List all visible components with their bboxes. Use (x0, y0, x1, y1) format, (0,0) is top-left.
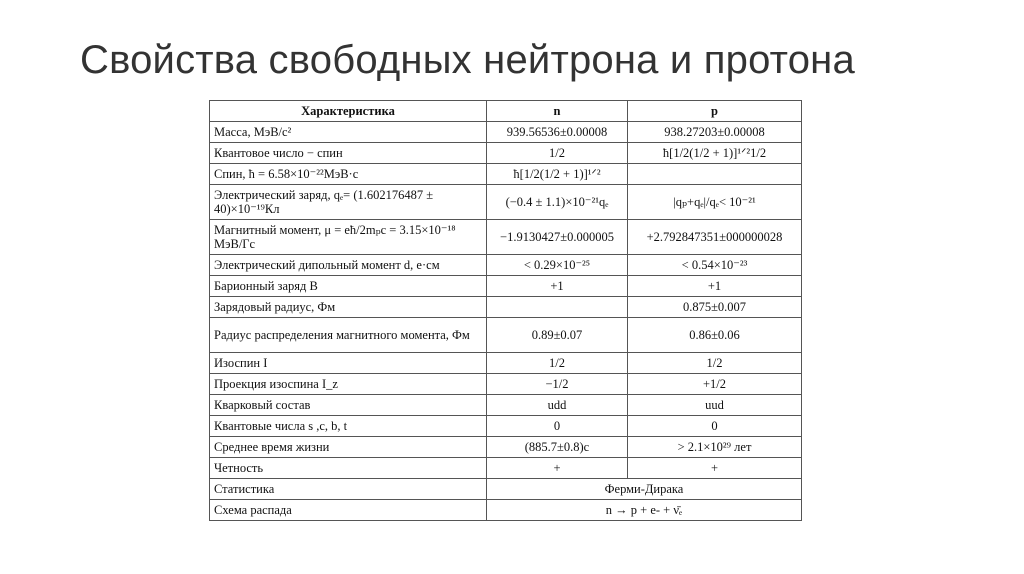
neutron-value (487, 297, 628, 318)
table-row (210, 143, 802, 164)
row-label: Зарядовый радиус, Фм (210, 297, 487, 318)
row-label: Барионный заряд B (210, 276, 487, 297)
shared-value: n → p + e- + ν̄ₑ (487, 500, 802, 521)
proton-value: +1/2 (628, 374, 802, 395)
table-row (210, 220, 802, 255)
proton-value: 0 (628, 416, 802, 437)
row-label: Проекция изоспина I_z (210, 374, 487, 395)
row-label: Квантовые числа s ,c, b, t (210, 416, 487, 437)
proton-value: 938.27203±0.00008 (628, 122, 802, 143)
row-label: Среднее время жизни (210, 437, 487, 458)
row-label: Магнитный момент, μ = eħ/2mₚc = 3.15×10⁻¹⁸ МэВ/Гс (210, 220, 487, 255)
header-proton: p (628, 101, 802, 122)
proton-value: 0.86±0.06 (628, 318, 802, 353)
table-row (210, 297, 802, 318)
proton-value: > 2.1×10²⁹ лет (628, 437, 802, 458)
shared-value: Ферми-Дирака (487, 479, 802, 500)
neutron-value: −1/2 (487, 374, 628, 395)
neutron-value: 1/2 (487, 353, 628, 374)
table-row (210, 185, 802, 220)
table-row (210, 500, 802, 521)
table-row (210, 416, 802, 437)
row-label: Радиус распределения магнитного момента, Фм (210, 318, 487, 353)
proton-value: 1/2 (628, 353, 802, 374)
proton-value: ħ[1/2(1/2 + 1)]¹ᐟ²1/2 (628, 143, 802, 164)
proton-value: < 0.54×10⁻²³ (628, 255, 802, 276)
table-row (210, 374, 802, 395)
table-row (210, 458, 802, 479)
row-label: Спин, ħ = 6.58×10⁻²²МэВ·с (210, 164, 487, 185)
proton-value: |qₚ+qₑ|/qₑ< 10⁻²¹ (628, 185, 802, 220)
proton-value: + (628, 458, 802, 479)
proton-value: uud (628, 395, 802, 416)
neutron-value: < 0.29×10⁻²⁵ (487, 255, 628, 276)
proton-value: +2.792847351±000000028 (628, 220, 802, 255)
neutron-value: (885.7±0.8)с (487, 437, 628, 458)
neutron-value: 939.56536±0.00008 (487, 122, 628, 143)
row-label: Четность (210, 458, 487, 479)
row-label: Электрический дипольный момент d, е·см (210, 255, 487, 276)
neutron-value: −1.9130427±0.000005 (487, 220, 628, 255)
table-row (210, 353, 802, 374)
neutron-value: ħ[1/2(1/2 + 1)]¹ᐟ² (487, 164, 628, 185)
proton-value (628, 164, 802, 185)
table-row (210, 479, 802, 500)
table-row (210, 164, 802, 185)
slide-title: Свойства свободных нейтрона и протона (80, 38, 855, 82)
properties-table-container (209, 100, 801, 521)
table-row (210, 318, 802, 353)
header-neutron: n (487, 101, 628, 122)
row-label: Изоспин I (210, 353, 487, 374)
neutron-value: 0.89±0.07 (487, 318, 628, 353)
neutron-value: +1 (487, 276, 628, 297)
row-label: Кварковый состав (210, 395, 487, 416)
neutron-value: 1/2 (487, 143, 628, 164)
table-row (210, 122, 802, 143)
table-row (210, 437, 802, 458)
proton-value: 0.875±0.007 (628, 297, 802, 318)
neutron-value: + (487, 458, 628, 479)
proton-value: +1 (628, 276, 802, 297)
neutron-value: udd (487, 395, 628, 416)
table-row (210, 276, 802, 297)
table-header-row (210, 101, 802, 122)
properties-table (209, 100, 802, 521)
row-label: Квантовое число − спин (210, 143, 487, 164)
row-label: Схема распада (210, 500, 487, 521)
header-characteristic: Характеристика (210, 101, 487, 122)
neutron-value: (−0.4 ± 1.1)×10⁻²¹qₑ (487, 185, 628, 220)
row-label: Статистика (210, 479, 487, 500)
row-label: Масса, МэВ/c² (210, 122, 487, 143)
table-row (210, 395, 802, 416)
table-row (210, 255, 802, 276)
row-label: Электрический заряд, qₑ= (1.602176487 ± 40)×10⁻¹⁹Кл (210, 185, 487, 220)
neutron-value: 0 (487, 416, 628, 437)
